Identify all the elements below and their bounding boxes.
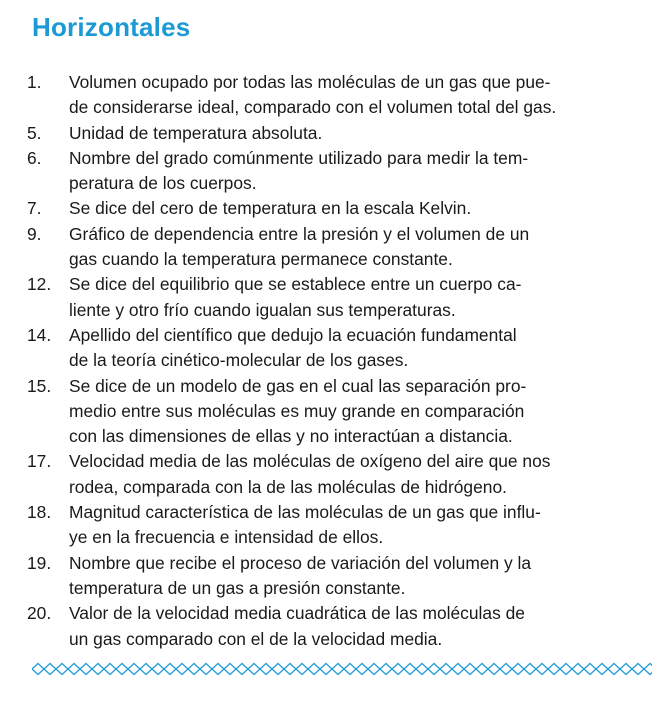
clue-number: 18. — [27, 502, 52, 523]
clue-text: Volumen ocupado por todas las moléculas de un gas que pue- de considerarse ideal, comparado con el volumen total del gas. — [69, 72, 557, 118]
clue-number: 9. — [27, 223, 42, 244]
clue-text: Unidad de temperatura absoluta. — [69, 122, 323, 143]
clue-text: Nombre del grado comúnmente utilizado para medir la tem- peratura de los cuerpos. — [69, 147, 529, 194]
clue-item — [27, 551, 631, 602]
clue-number: 15. — [27, 375, 52, 396]
clue-text: Se dice del equilibrio que se establece entre un cuerpo ca- liente y otro frío cuando igualan sus temperaturas. — [69, 274, 522, 320]
clue-text: Nombre que recibe el proceso de variación del volumen y la temperatura de un gas a presión constante. — [69, 552, 532, 598]
clue-item — [27, 146, 631, 197]
clue-text: Magnitud característica de las moléculas de un gas que influ- ye en la frecuencia e intensidad de ellos. — [69, 502, 541, 548]
clue-list — [27, 70, 631, 652]
clue-text: Se dice del cero de temperatura en la escala Kelvin. — [69, 198, 472, 219]
clue-text: Apellido del científico que dedujo la ecuación fundamental de la teoría cinético-molecular de los gases. — [69, 324, 517, 371]
section-title: Horizontales — [32, 12, 191, 42]
clue-number: 7. — [27, 198, 42, 219]
clue-item — [27, 70, 631, 121]
clue-text: Se dice de un modelo de gas en el cual las separación pro- medio entre sus moléculas es muy grande en comparación con las dimensiones de ellas y no interactúan a distancia. — [69, 375, 527, 447]
clue-number: 20. — [27, 603, 52, 624]
clue-item — [27, 500, 631, 551]
clue-number: 17. — [27, 451, 52, 472]
clue-item — [27, 449, 631, 500]
clue-text: Velocidad media de las moléculas de oxígeno del aire que nos rodea, comparada con la de las moléculas de hidrógeno. — [69, 451, 551, 497]
diamond-divider — [32, 662, 652, 676]
clue-item — [27, 222, 631, 273]
clue-item — [27, 121, 631, 146]
clue-item — [27, 323, 631, 374]
clue-text: Gráfico de dependencia entre la presión y el volumen de un gas cuando la temperatura permanece constante. — [69, 223, 530, 270]
clue-item — [27, 374, 631, 450]
clue-text: Valor de la velocidad media cuadrática de las moléculas de un gas comparado con el de la velocidad media. — [69, 603, 525, 649]
clue-item — [27, 196, 631, 221]
clue-number: 14. — [27, 324, 52, 345]
clue-item — [27, 601, 631, 652]
clue-number: 5. — [27, 122, 42, 143]
clue-number: 19. — [27, 552, 52, 573]
clue-number: 1. — [27, 72, 42, 92]
clue-item — [27, 272, 631, 323]
clue-number: 6. — [27, 147, 42, 168]
clue-number: 12. — [27, 274, 52, 295]
